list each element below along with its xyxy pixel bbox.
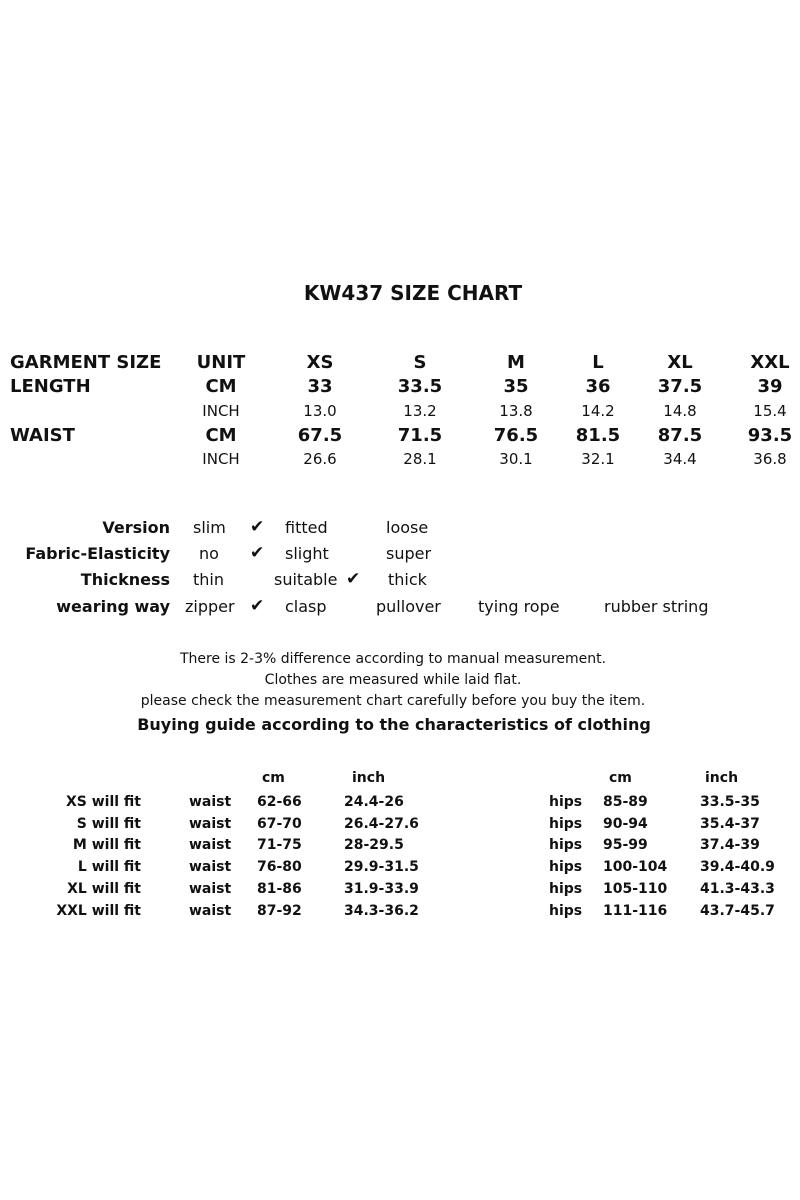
measurement-note: There is 2-3% difference according to manual measurement. — [179, 651, 607, 667]
waist-inch: 34.3-36.2 — [344, 903, 419, 919]
hips-label: hips — [549, 903, 583, 919]
hips-cm: 85-89 — [603, 794, 648, 810]
guide-header-inch: inch — [705, 770, 739, 786]
unit-inch: INCH — [202, 402, 240, 420]
guide-size-label: XS will fit — [65, 794, 141, 810]
value-cell: 30.1 — [499, 450, 533, 468]
guide-header-cm: cm — [609, 770, 632, 786]
value-cell: 87.5 — [657, 425, 703, 446]
size-header-m: M — [507, 352, 525, 373]
feature-option: fitted — [285, 518, 328, 537]
hips-cm: 105-110 — [603, 881, 668, 897]
hips-inch: 35.4-37 — [700, 816, 760, 832]
value-cell: 32.1 — [581, 450, 615, 468]
hips-label: hips — [549, 837, 583, 853]
waist-inch: 29.9-31.5 — [344, 859, 419, 875]
waist-label: waist — [189, 794, 232, 810]
feature-option: thin — [193, 570, 224, 589]
guide-size-label: XXL will fit — [56, 903, 141, 919]
value-cell: 26.6 — [303, 450, 337, 468]
value-cell: 15.4 — [753, 402, 787, 420]
value-cell: 35 — [503, 376, 529, 397]
value-cell: 33 — [307, 376, 333, 397]
feature-label-fabric-elasticity: Fabric-Elasticity — [25, 544, 170, 563]
feature-option: rubber string — [604, 597, 709, 616]
waist-cm: 67-70 — [257, 816, 302, 832]
hips-label: hips — [549, 859, 583, 875]
guide-size-label: XL will fit — [67, 881, 141, 897]
guide-header-cm: cm — [262, 770, 285, 786]
feature-option: slim — [193, 518, 226, 537]
waist-label: waist — [189, 816, 232, 832]
value-cell: 39 — [757, 376, 783, 397]
checkmark-icon: ✔ — [346, 569, 361, 589]
unit-header: UNIT — [196, 352, 246, 373]
value-cell: 34.4 — [663, 450, 697, 468]
hips-cm: 90-94 — [603, 816, 648, 832]
value-cell: 14.8 — [663, 402, 697, 420]
unit-cm: CM — [205, 376, 237, 397]
checkmark-icon: ✔ — [250, 596, 265, 616]
guide-size-label: S will fit — [76, 816, 141, 832]
hips-cm: 111-116 — [603, 903, 668, 919]
waist-cm: 62-66 — [257, 794, 302, 810]
waist-cm: 76-80 — [257, 859, 302, 875]
value-cell: 93.5 — [747, 425, 793, 446]
hips-inch: 43.7-45.7 — [700, 903, 775, 919]
size-chart-title: KW437 SIZE CHART — [303, 281, 523, 305]
size-header-l: L — [592, 352, 604, 373]
buying-guide-title: Buying guide according to the characteristics of clothing — [137, 715, 651, 734]
value-cell: 36 — [585, 376, 611, 397]
value-cell: 13.8 — [499, 402, 533, 420]
waist-cm: 71-75 — [257, 837, 302, 853]
feature-option: thick — [388, 570, 427, 589]
value-cell: 28.1 — [403, 450, 437, 468]
value-cell: 37.5 — [657, 376, 703, 397]
waist-label: waist — [189, 837, 232, 853]
waist-inch: 31.9-33.9 — [344, 881, 419, 897]
hips-cm: 95-99 — [603, 837, 648, 853]
feature-option: loose — [386, 518, 429, 537]
waist-cm: 81-86 — [257, 881, 302, 897]
value-cell: 67.5 — [297, 425, 343, 446]
guide-header-inch: inch — [352, 770, 386, 786]
waist-label: waist — [189, 903, 232, 919]
feature-option: suitable — [274, 570, 338, 589]
waist-inch: 28-29.5 — [344, 837, 404, 853]
value-cell: 13.0 — [303, 402, 337, 420]
unit-inch: INCH — [202, 450, 240, 468]
feature-option: zipper — [185, 597, 235, 616]
waist-label: waist — [189, 859, 232, 875]
size-header-xxl: XXL — [750, 352, 790, 373]
feature-option: super — [386, 544, 432, 563]
feature-option: slight — [285, 544, 329, 563]
feature-option: clasp — [285, 597, 327, 616]
feature-option: tying rope — [478, 597, 560, 616]
measurement-note: Clothes are measured while laid flat. — [264, 672, 522, 688]
row-label-length: LENGTH — [10, 376, 91, 397]
measurement-note: please check the measurement chart carefully before you buy the item. — [140, 693, 646, 709]
guide-size-label: L will fit — [77, 859, 141, 875]
guide-size-label: M will fit — [72, 837, 141, 853]
checkmark-icon: ✔ — [250, 517, 265, 537]
hips-label: hips — [549, 794, 583, 810]
value-cell: 36.8 — [753, 450, 787, 468]
checkmark-icon: ✔ — [250, 543, 265, 563]
garment-size-header: GARMENT SIZE — [10, 352, 162, 373]
hips-inch: 39.4-40.9 — [700, 859, 775, 875]
feature-label-thickness: Thickness — [80, 570, 170, 589]
hips-cm: 100-104 — [603, 859, 668, 875]
unit-cm: CM — [205, 425, 237, 446]
feature-option: no — [199, 544, 219, 563]
value-cell: 33.5 — [397, 376, 443, 397]
hips-inch: 33.5-35 — [700, 794, 760, 810]
hips-inch: 37.4-39 — [700, 837, 760, 853]
hips-label: hips — [549, 816, 583, 832]
size-header-xl: XL — [667, 352, 693, 373]
feature-option: pullover — [376, 597, 441, 616]
waist-cm: 87-92 — [257, 903, 302, 919]
row-label-waist: WAIST — [10, 425, 75, 446]
waist-label: waist — [189, 881, 232, 897]
hips-label: hips — [549, 881, 583, 897]
value-cell: 71.5 — [397, 425, 443, 446]
value-cell: 13.2 — [403, 402, 437, 420]
value-cell: 76.5 — [493, 425, 539, 446]
feature-label-wearing-way: wearing way — [56, 597, 170, 616]
size-header-s: S — [413, 352, 427, 373]
feature-label-version: Version — [102, 518, 170, 537]
waist-inch: 26.4-27.6 — [344, 816, 419, 832]
hips-inch: 41.3-43.3 — [700, 881, 775, 897]
value-cell: 81.5 — [575, 425, 621, 446]
waist-inch: 24.4-26 — [344, 794, 404, 810]
size-header-xs: XS — [306, 352, 334, 373]
value-cell: 14.2 — [581, 402, 615, 420]
